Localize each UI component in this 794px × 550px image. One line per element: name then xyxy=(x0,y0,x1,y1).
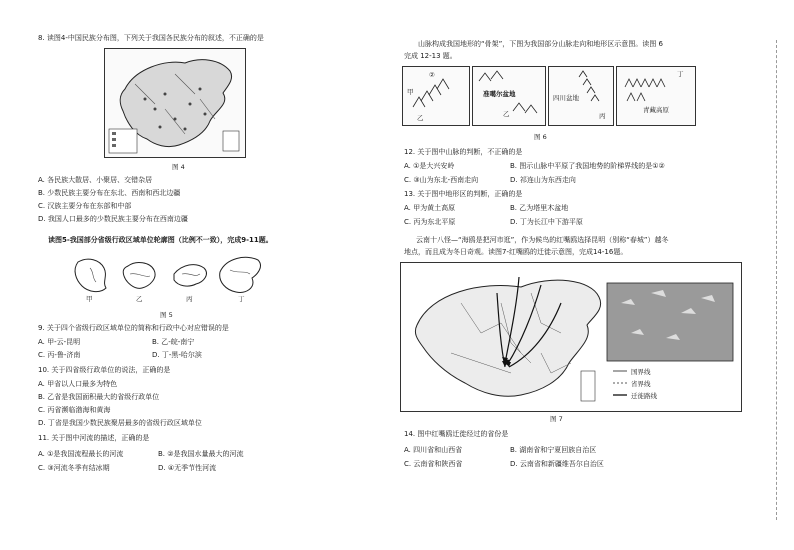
q13-option-d: D. 丁为长江中下游平原 xyxy=(510,218,583,226)
fig5-label-jia: 甲 xyxy=(86,295,93,303)
q11-option-c: C. ③河流冬季有结冰期 xyxy=(38,464,110,472)
q11-stem: 11. 关于图中河流的描述，正确的是 xyxy=(38,434,150,442)
figure-5-caption: 图 5 xyxy=(160,311,173,319)
fig6-p1-label-a: 甲 xyxy=(407,88,414,96)
fig6-p3-label-b: 丙 xyxy=(599,112,606,120)
fig6-p4-label-b: 丁 xyxy=(677,70,684,78)
q14-stem: 14. 图中红嘴鸥迁徙经过的省份是 xyxy=(404,430,509,438)
q14-option-c: C. 云南省和陕西省 xyxy=(404,460,463,468)
q12-option-c: C. ③山为东北-西南走向 xyxy=(404,176,479,184)
q12-option-b: B. 图示山脉中平原了我国地势的阶梯界线的是①② xyxy=(510,162,665,170)
q11-option-b: B. ②是我国水量最大的河流 xyxy=(158,450,244,458)
figure-6-caption: 图 6 xyxy=(534,133,547,141)
fig7-legend-3: 迁徙路线 xyxy=(631,392,657,400)
q11-option-a: A. ①是我国流程最长的河流 xyxy=(38,450,124,458)
q9-option-b: B. 乙-皖-南宁 xyxy=(152,338,195,346)
figure-6-mountain-panels xyxy=(402,66,702,126)
fig6-p4-label-a: 青藏高原 xyxy=(643,106,669,114)
q9-option-c: C. 丙-鲁-济南 xyxy=(38,351,81,359)
q9-option-a: A. 甲-云-昆明 xyxy=(38,338,81,346)
intro-line-2: 完成 12-13 题。 xyxy=(404,52,457,60)
margin-binding-line xyxy=(776,40,777,520)
figure-4-china-ethnic-map xyxy=(104,48,246,158)
q14-option-d: D. 云南省和新疆维吾尔自治区 xyxy=(510,460,604,468)
q9-stem: 9. 关于四个省级行政区域单位的简称和行政中心对应错误的是 xyxy=(38,324,229,332)
q10-stem: 10. 关于四省级行政单位的说法，正确的是 xyxy=(38,366,171,374)
right-column xyxy=(398,0,794,550)
figure-7-caption: 图 7 xyxy=(550,415,563,423)
fig7-legend-2: 省界线 xyxy=(631,380,651,388)
q13-option-a: A. 甲为黄土高原 xyxy=(404,204,456,212)
q11-option-d: D. ④无季节性河流 xyxy=(158,464,217,472)
fig6-p1-label-b: ② xyxy=(429,71,435,79)
q8-option-d: D. 我国人口最多的少数民族主要分布在西南边疆 xyxy=(38,215,188,223)
fig6-p3-label-a: 四川盆地 xyxy=(553,94,579,102)
q13-stem: 13. 关于图中地形区的判断，正确的是 xyxy=(404,190,523,198)
q8-option-c: C. 汉族主要分布在东部和中部 xyxy=(38,202,132,210)
fig6-panel-2 xyxy=(472,66,546,126)
q10-option-a: A. 甲省以人口最多为特色 xyxy=(38,380,118,388)
q8-option-b: B. 少数民族主要分布在东北、西南和西北边疆 xyxy=(38,189,181,197)
fig5-label-ding: 丁 xyxy=(238,295,245,303)
q13-option-c: C. 丙为东北平原 xyxy=(404,218,456,226)
q14-option-a: A. 四川省和山西省 xyxy=(404,446,463,454)
q12-option-d: D. 祁连山为东西走向 xyxy=(510,176,576,184)
intro-line-1: 山脉构成我国地形的“骨架”，下图为我国部分山脉走向和地形区示意图。读图 6 xyxy=(418,40,663,48)
fig6-panel-3 xyxy=(548,66,614,126)
q8-option-a: A. 各民族大散居、小聚居、交错杂居 xyxy=(38,176,153,184)
figure-4-caption: 图 4 xyxy=(172,163,185,171)
q14-intro-line-2: 地点，而且成为冬日奇观。读图7-红嘴鸥的迁徙示意图，完成14-16题。 xyxy=(404,248,628,256)
fig6-p2-label-a: 准噶尔盆地 xyxy=(483,90,516,98)
q14-intro-line-1: 云南十八怪—“海鸥是把河市逛”，作为候鸟的红嘴鸥选择昆明（别称“春城”）越冬 xyxy=(416,236,669,244)
fig6-p1-label-c: 乙 xyxy=(417,114,424,122)
fig5-label-bing: 丙 xyxy=(186,295,193,303)
q12-stem: 12. 关于图中山脉的判断，不正确的是 xyxy=(404,148,523,156)
fig6-panel-4 xyxy=(616,66,696,126)
q10-option-b: B. 乙省是我国面积最大的省级行政单位 xyxy=(38,393,160,401)
q12-option-a: A. ①是大兴安岭 xyxy=(404,162,455,170)
figure-7-migration-map xyxy=(400,262,742,412)
q9-option-d: D. 丁-黑-哈尔滨 xyxy=(152,351,202,359)
fig7-legend-1: 国界线 xyxy=(631,368,651,376)
q10-option-d: D. 丁省是我国少数民族聚居最多的省级行政区域单位 xyxy=(38,419,202,427)
fig6-panel-1 xyxy=(402,66,470,126)
fig5-label-yi: 乙 xyxy=(136,295,143,303)
q13-option-b: B. 乙为塔里木盆地 xyxy=(510,204,569,212)
figure-5-province-outlines xyxy=(70,252,270,304)
q10-option-c: C. 丙省濒临渤海和黄海 xyxy=(38,406,111,414)
fig5-intro: 读图5-我国部分省级行政区域单位轮廓图（比例不一致），完成9-11题。 xyxy=(48,236,273,244)
fig6-p2-label-b: 乙 xyxy=(503,110,510,118)
q8-stem: 8. 读图4-中国民族分布图，下列关于我国各民族分布的叙述，不正确的是 xyxy=(38,34,264,42)
q14-option-b: B. 湖南省和宁夏回族自治区 xyxy=(510,446,597,454)
